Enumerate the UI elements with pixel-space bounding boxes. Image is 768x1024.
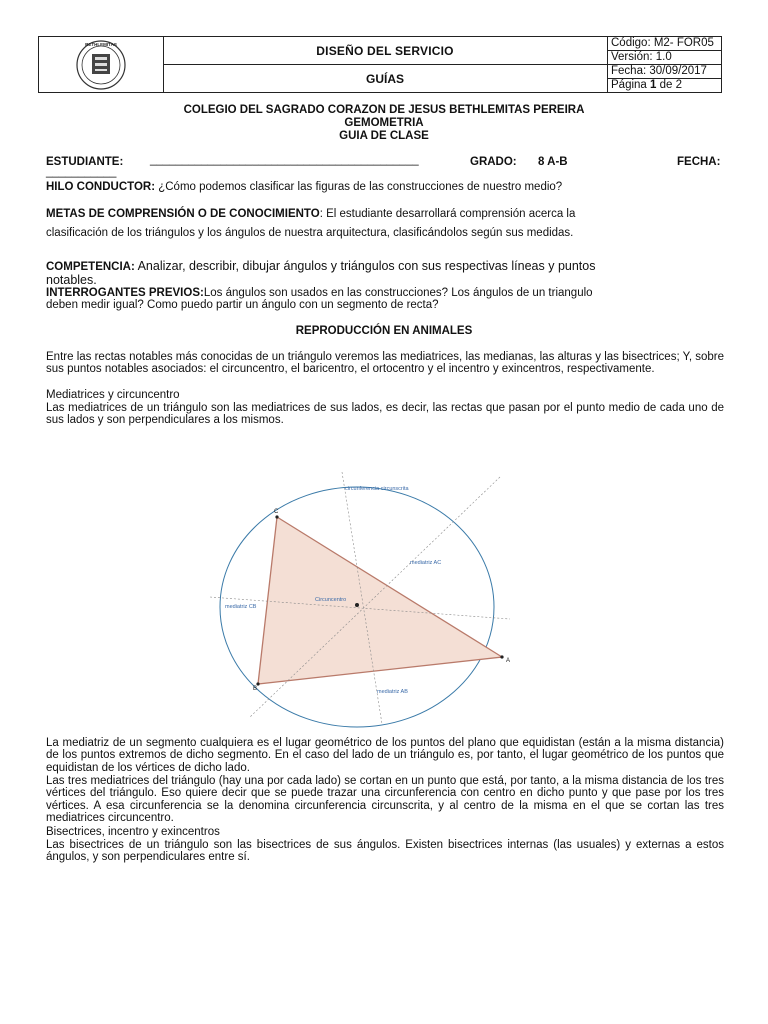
mediatriz-ac-label: mediatriz AC [410,560,442,566]
mediatrices-paragraph: Las mediatrices de un triángulo son las mediatrices de sus lados, es decir, las rectas que pasan por el punto medio de cada uno de sus lados y son perpendiculares a los mismos. [46,402,724,427]
vertex-b-label: B [253,686,258,692]
mediatriz-cb-label: mediatriz CB [225,604,257,610]
triangle-abc [258,517,502,684]
header-title-service: DISEÑO DEL SERVICIO [163,37,607,65]
date-label: FECHA: [677,156,721,168]
header-meta-cell [607,37,721,92]
header-version: Versión: 1.0 [607,51,721,65]
student-blank: __________________________________________ [150,154,419,166]
page-number: 1 [650,79,657,91]
bisectrices-paragraph: Las bisectrices de un triángulo son las bisectrices de sus ángulos. Existen bisectrices internas (las usuales) y externas a estos ángulos, y son perpendiculares entre sí. [46,839,724,864]
interrogantes-label: INTERROGANTES PREVIOS: [46,287,204,299]
page-suffix: de 2 [656,79,682,91]
intro-paragraph: Entre las rectas notables más conocidas de un triángulo veremos las mediatrices, las medianas, las alturas y las bisectrices; Y, sobre sus puntos notables asociados: el circuncentro, el baricentro, el ortocentro y el incentro y exincentros, respectivamente. [46,351,724,376]
header-title-guides: GUÍAS [365,71,404,86]
circumcenter-diagram [210,462,535,732]
subheading-mediatrices: Mediatrices y circuncentro [46,389,180,401]
interrogantes-line1 [46,287,593,299]
guide-title: GUIA DE CLASE [339,130,429,142]
circle-label: circunferencia circunscrita [345,486,409,492]
hilo-label: HILO CONDUCTOR: [46,181,156,193]
hilo-text: ¿Cómo podemos clasificar las figuras de las construcciones de nuestro medio? [155,181,563,193]
hilo-conductor [46,181,562,193]
header-date: Fecha: 30/09/2017 [607,65,721,79]
header-title-cell [163,37,608,92]
school-seal-logo [39,37,163,92]
metas-line1 [46,208,575,220]
competencia-line2: notables. [46,273,97,287]
document-header-table [38,36,722,93]
metas-line2: clasificación de los triángulos y los ángulos de nuestra arquitectura, clasificándolos según sus medidas. [46,227,574,239]
student-label: ESTUDIANTE: [46,156,124,168]
vertex-a-label: A [506,658,511,664]
vertex-c-label: C [274,509,279,515]
subject-title: GEMOMETRIA [344,117,424,129]
grade-value: 8 A-B [538,156,568,168]
logo-cell [39,37,164,92]
interrogantes-line2: deben medir igual? Como puedo partir un ángulo con un segmento de recta? [46,299,439,311]
circumcenter-label: Circuncentro [315,597,347,603]
page-prefix: Página [611,79,651,91]
metas-label: METAS DE COMPRENSIÓN O DE CONOCIMIENTO [46,208,320,220]
interrogantes-text1: Los ángulos son usados en las construcciones? Los ángulos de un triangulo [203,287,593,299]
competencia-text1: Analizar, describir, dibujar ángulos y triángulos con sus respectivas líneas y puntos [134,259,596,273]
section-title: REPRODUCCIÓN EN ANIMALES [295,325,473,337]
competencia-label: COMPETENCIA: [46,261,135,273]
circumcenter-point [355,603,359,607]
circumcenter-paragraph: Las tres mediatrices del triángulo (hay una por cada lado) se cortan en un punto que está, por tanto, a la misma distancia de los tres vértices del triángulo. Eso quiere decir que se puede trazar una circunferencia con centro en dicho punto y que pase por los tres vértices. A esa circunferencia se la denomina circunferencia circunscrita, y al centro de la misma en el que se cortan las tres mediatrices circuncentro. [46,775,724,824]
school-name: COLEGIO DEL SAGRADO CORAZON DE JESUS BETHLEMITAS PEREIRA [183,104,585,116]
date-blank: ___________ [46,166,117,178]
header-page [607,79,721,92]
mediatriz-ab-label: mediatriz AB [377,689,408,695]
competencia-line1 [46,259,595,273]
logo-text: BETHLEMITAS [85,42,117,47]
mediatriz-definition-paragraph: La mediatriz de un segmento cualquiera es el lugar geométrico de los puntos del plano que equidistan (están a la misma distancia) de los puntos extremos de dicho segmento. En el caso del lado de un triángulo es, por tanto, el lugar geométrico de los puntos que equidistan de los vértices de dicho lado. [46,737,724,774]
header-code: Código: M2- FOR05 [607,37,721,51]
vertex-a-point [500,655,503,658]
vertex-c-point [275,515,278,518]
subheading-bisectrices: Bisectrices, incentro y exincentros [46,826,220,838]
grade-label: GRADO: [470,156,517,168]
metas-text1: : El estudiante desarrollará comprensión acerca la [319,208,576,220]
